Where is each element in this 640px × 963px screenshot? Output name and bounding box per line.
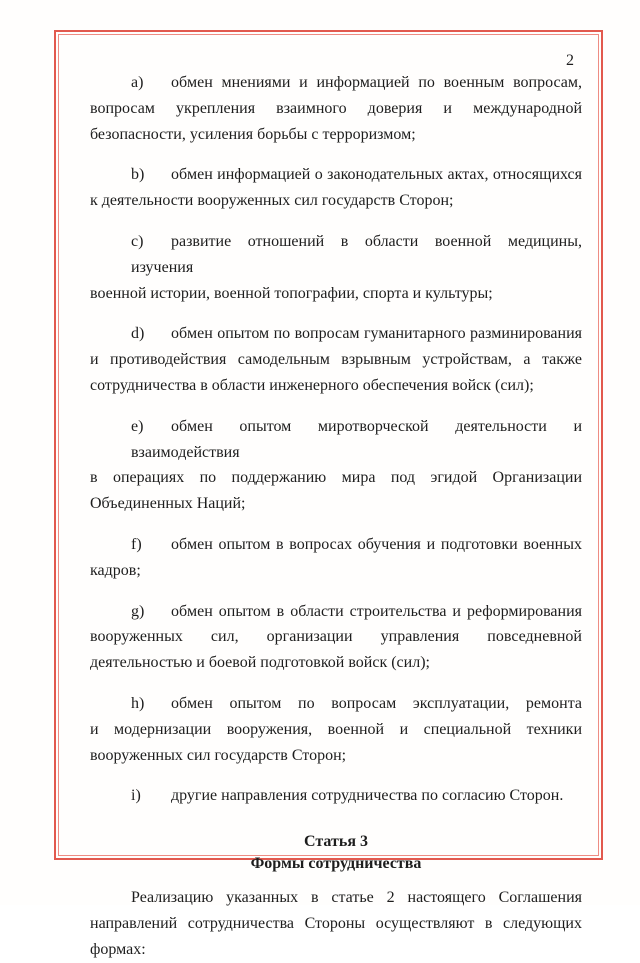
- list-marker: a): [131, 74, 144, 91]
- list-item-continuation: и модернизации вооружения, военной и специальной техники вооруженных сил государств Сторон;: [90, 720, 582, 764]
- list-item-i: [90, 783, 582, 809]
- list-item-f: [90, 532, 582, 584]
- list-item-continuation: и противодействия самодельным взрывным устройствам, а также сотрудничества в области инженерного обеспечения войск (сил);: [90, 351, 582, 394]
- page-number: 2: [566, 52, 574, 69]
- list-marker: h): [131, 694, 145, 712]
- body-line-1: Реализацию указанных в статье 2 настоящего Соглашения: [131, 889, 582, 907]
- list-item-text: обмен опытом миротворческой деятельности и взаимодействия: [131, 417, 582, 461]
- body-line-3: формах:: [90, 940, 146, 958]
- list-item-c: [90, 229, 582, 306]
- list-item-text: обмен опытом по вопросам гуманитарного разминирования: [171, 325, 582, 343]
- list-item-first-line: [90, 229, 582, 281]
- article-title: Формы сотрудничества: [250, 855, 422, 873]
- list-item-continuation: вооруженных сил, организации управления повседневной деятельностью и боевой подготовкой войск (сил);: [90, 628, 582, 672]
- list-item-continuation: вопросам укрепления взаимного доверия и международной безопасности, усиления борьбы с терроризмом;: [90, 99, 582, 143]
- list-item-continuation: в операциях по поддержанию мира под эгидой Организации Объединенных Наций;: [90, 469, 582, 513]
- list-item-a: [90, 70, 582, 147]
- list-item-first-line: [90, 532, 582, 558]
- list-marker: b): [131, 166, 145, 184]
- list-item-text: другие направления сотрудничества по согласию Сторон.: [171, 787, 564, 805]
- list-item-g: [90, 599, 582, 676]
- list-item-text: обмен опытом по вопросам эксплуатации, ремонта: [171, 694, 582, 712]
- list-marker: g): [131, 602, 145, 620]
- list-item-text: обмен опытом в вопросах обучения и подготовки военных: [171, 535, 582, 553]
- list-item-e: [90, 414, 582, 517]
- article-number: Статья 3: [304, 833, 368, 851]
- list-marker: e): [131, 417, 144, 435]
- list-item-first-line: [90, 70, 582, 96]
- list-item-first-line: [90, 691, 582, 717]
- list-item-continuation: кадров;: [90, 561, 141, 579]
- list-item-first-line: [90, 321, 582, 347]
- document-content: [90, 70, 582, 963]
- list-item-text: развитие отношений в области военной медицины, изучения: [131, 232, 582, 276]
- list-item-continuation: к деятельности вооруженных сил государств Сторон;: [90, 192, 454, 210]
- list-item-first-line: [90, 162, 582, 188]
- list-item-first-line: [90, 783, 582, 809]
- list-item-b: [90, 162, 582, 214]
- list-item-first-line: [90, 599, 582, 625]
- list-item-text: обмен информацией о законодательных актах, относящихся: [171, 166, 582, 184]
- list-marker: f): [131, 535, 142, 553]
- body-line-2: направлений сотрудничества Стороны осуществляют в следующих: [90, 914, 582, 932]
- list-item-h: [90, 691, 582, 768]
- list-marker: i): [131, 787, 141, 805]
- article-body: [90, 885, 582, 962]
- list-item-first-line: [90, 414, 582, 466]
- list-item-continuation: военной истории, военной топографии, спорта и культуры;: [90, 284, 493, 302]
- list-item-d: [90, 321, 582, 398]
- article-heading: [90, 831, 582, 875]
- list-item-text: обмен мнениями и информацией по военным вопросам,: [171, 74, 582, 91]
- list-marker: d): [131, 325, 145, 343]
- list-item-text: обмен опытом в области строительства и реформирования: [171, 602, 582, 620]
- list-marker: c): [131, 232, 144, 250]
